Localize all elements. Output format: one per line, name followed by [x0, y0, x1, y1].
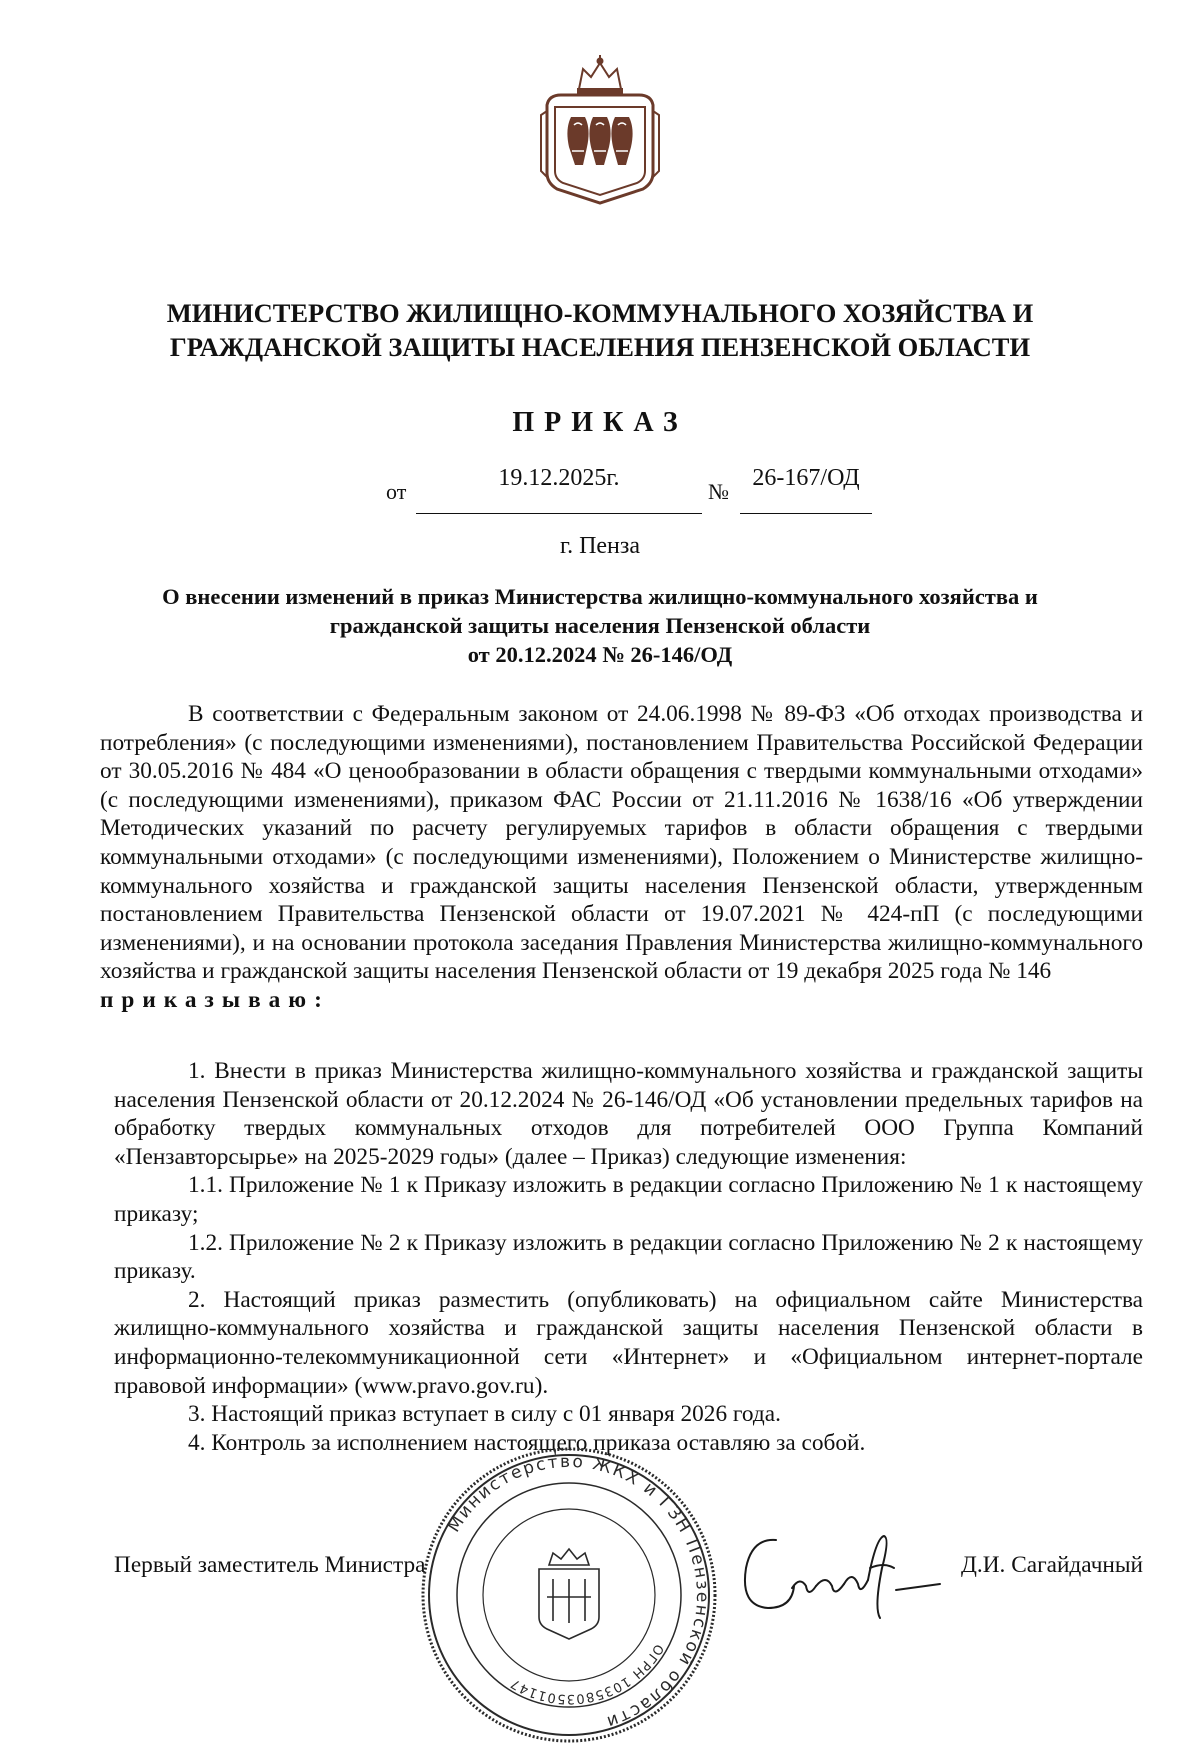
official-stamp [419, 1445, 719, 1745]
decree-word: приказываю: [100, 986, 330, 1013]
signer-position: Первый заместитель Министра [114, 1552, 426, 1578]
signature-block [114, 1552, 1143, 1592]
order-number: 26-167/ОД [752, 465, 860, 491]
order-items [114, 1057, 1143, 1457]
order-date-number-row [0, 465, 1200, 525]
order-item: 1. Внести в приказ Министерства жилищно-коммунального хозяйства и гражданской защиты населения Пензенской области от 20.12.2024 № 26-146/ОД «Об установлении предельных тарифов на обработку твердых коммунальных отходов для потребителей ООО Группа Компаний «Пензавторсырье» на 2025-2029 годы» (далее – Приказ) следующие изменения: [114, 1058, 1143, 1170]
number-underline [740, 513, 872, 514]
order-item: 1.1. Приложение № 1 к Приказу изложить в редакции согласно Приложению № 1 к настоящему приказу; [114, 1172, 1143, 1227]
order-title: ПРИКАЗ [512, 407, 688, 438]
order-item: 2. Настоящий приказ разместить (опубликовать) на официальном сайте Министерства жилищно-коммунального хозяйства и гражданской защиты населения Пензенской области в информационно-телекоммуникационной сети «Интернет» и «Официальном интернет-портале правовой информации» (www.pravo.gov.ru). [114, 1286, 1143, 1399]
ministry-name-line2: ГРАЖДАНСКОЙ ЗАЩИТЫ НАСЕЛЕНИЯ ПЕНЗЕНСКОЙ ОБЛАСТИ [169, 332, 1031, 362]
order-date: 19.12.2025г. [498, 465, 620, 491]
number-label: № [708, 479, 729, 504]
preamble: В соответствии с Федеральным законом от 24.06.1998 № 89-ФЗ «Об отходах производства и потребления» (с последующими изменениями), постановлением Правительства Российской Федерации от 30.05.2016 № 484 «О ценообразовании в области обращения с твердыми коммунальными отходами» (с последующими изменениями), приказом ФАС России от 21.11.2016 № 1638/16 «Об утверждении Методических указаний по расчету регулируемых тарифов в области обращения с твердыми коммунальными отходами» (с последующими изменениями), Положением о Министерстве жилищно-коммунального хозяйства и гражданской защиты населения Пензенской области, утвержденным постановлением Правительства Пензенской области от 19.07.2021 № 424-пП (с последующими изменениями), и на основании протокола заседания Правления Министерства жилищно-коммунального хозяйства и гражданской защиты населения Пензенской области от 19 декабря 2025 года № 146 [100, 701, 1143, 985]
subject-line2: гражданской защиты населения Пензенской области [329, 613, 871, 638]
ministry-name-line1: МИНИСТЕРСТВО ЖИЛИЩНО-КОММУНАЛЬНОГО ХОЗЯЙСТВА И [166, 298, 1034, 328]
coat-of-arms-icon [539, 55, 661, 205]
subject-line1: О внесении изменений в приказ Министерства жилищно-коммунального хозяйства и [162, 584, 1038, 609]
ministry-name [100, 296, 1100, 364]
svg-text:ОГРН 1035803501147: ОГРН 1035803501147 [507, 1641, 667, 1707]
svg-text:Министерство ЖКХ и ГЗН Пензенс: Министерство ЖКХ и ГЗН Пензенской области [443, 1451, 713, 1733]
date-label: от [386, 479, 407, 504]
order-subject [110, 582, 1090, 669]
subject-line3: от 20.12.2024 № 26-146/ОД [467, 642, 733, 667]
order-item: 3. Настоящий приказ вступает в силу с 01 января 2026 года. [188, 1401, 781, 1428]
order-item: 1.2. Приложение № 2 к Приказу изложить в редакции согласно Приложению № 2 к настоящему приказу. [114, 1229, 1143, 1285]
order-body [100, 700, 1143, 1015]
signer-name: Д.И. Сагайдачный [961, 1552, 1143, 1578]
order-item: 4. Контроль за исполнением настоящего приказа оставляю за собой. [188, 1429, 866, 1456]
date-underline [416, 513, 702, 514]
city: г. Пенза [559, 533, 641, 559]
